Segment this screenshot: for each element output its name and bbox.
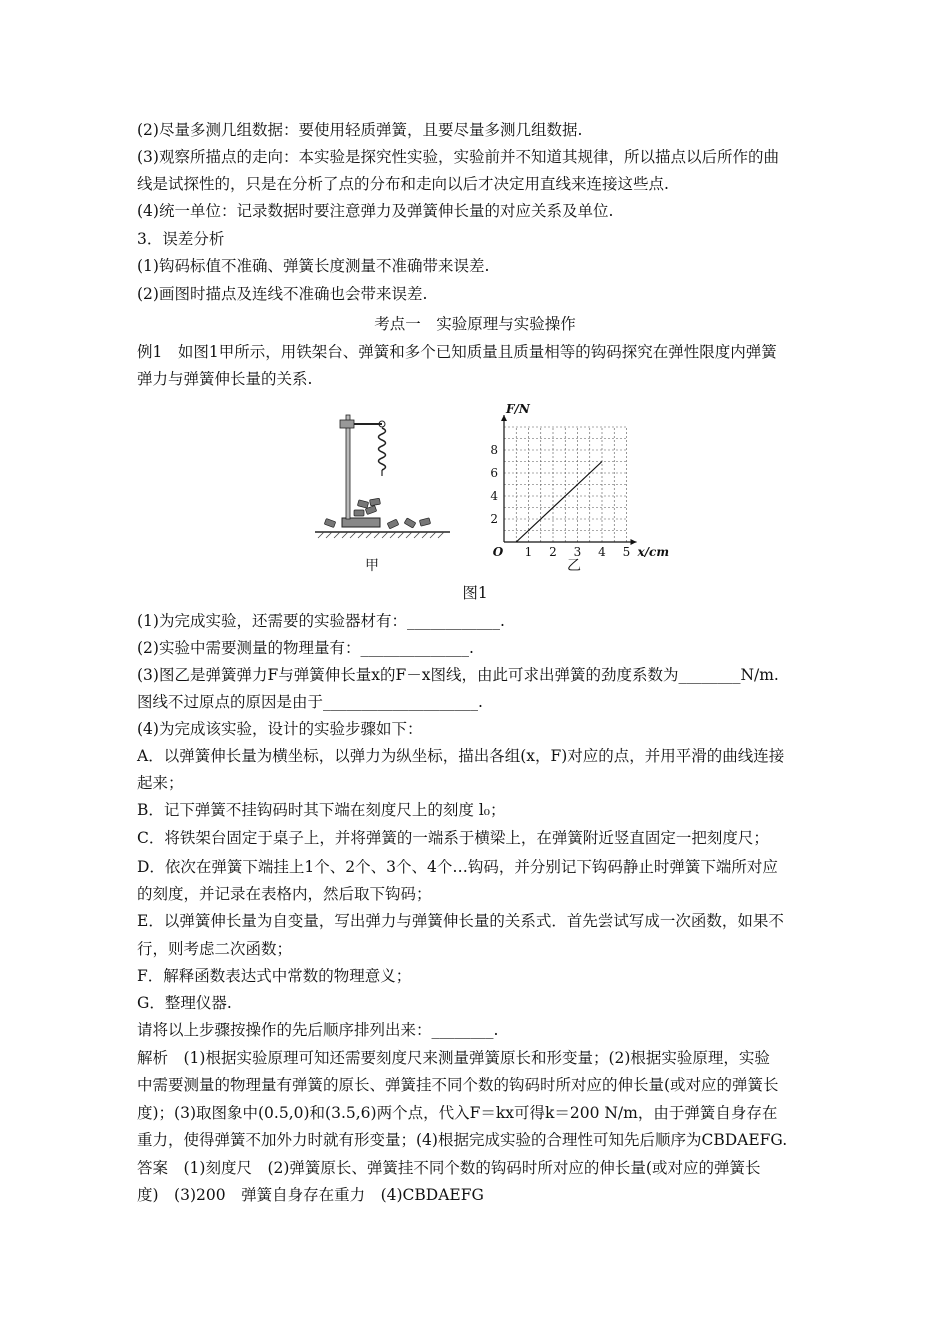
step-line: G．整理仪器. [137, 994, 232, 1012]
x-tick-label: 2 [549, 545, 557, 559]
text-line: (4)统一单位：记录数据时要注意弹力及弹簧伸长量的对应关系及单位. [137, 202, 614, 220]
y-tick-label: 2 [490, 512, 498, 526]
apparatus-illustration [310, 400, 460, 550]
y-tick-label: 6 [490, 466, 498, 480]
question-line: (3)图乙是弹簧弹力F与弹簧伸长量x的F－x图线，由此可求出弹簧的劲度系数为________N/m. [137, 666, 779, 684]
text-line: 弹力与弹簧伸长量的关系. [137, 370, 313, 388]
analysis-line: 解析 (1)根据实验原理可知还需要刻度尺来测量弹簧原长和形变量；(2)根据实验原理，实验 [137, 1049, 770, 1067]
chart-axes [501, 415, 637, 545]
force-extension-chart [478, 402, 678, 562]
x-axis-arrow [631, 539, 637, 545]
question-line: (2)实验中需要测量的物理量有：______________. [137, 639, 474, 657]
text-line: (1)钩码标值不准确、弹簧长度测量不准确带来误差. [137, 257, 490, 275]
step-line: 起来； [137, 774, 184, 792]
text-line: (2)尽量多测几组数据：要使用轻质弹簧，且要尽量多测几组数据. [137, 121, 583, 139]
step-line: E．以弹簧伸长量为自变量，写出弹力与弹簧伸长量的关系式．首先尝试写成一次函数，如果不 [137, 912, 784, 930]
answer-line: 答案 (1)刻度尺 (2)弹簧原长、弹簧挂不同个数的钩码时所对应的伸长量(或对应的弹簧长 [137, 1159, 761, 1177]
question-line: 图线不过原点的原因是由于____________________. [137, 693, 483, 711]
x-tick-label: 4 [598, 545, 606, 559]
chart-grid [504, 427, 627, 542]
x-tick-label: 5 [622, 545, 631, 559]
text-line: (2)画图时描点及连线不准确也会带来误差. [137, 285, 428, 303]
y-tick-label: 4 [490, 489, 498, 503]
y-axis-label: F/N [506, 402, 530, 416]
step-line: C．将铁架台固定于桌子上，并将弹簧的一端系于横梁上，在弹簧附近竖直固定一把刻度尺； [137, 829, 769, 847]
series-line [516, 462, 602, 543]
question-line: 请将以上步骤按操作的先后顺序排列出来：________. [137, 1021, 499, 1039]
step-line: 的刻度，并记录在表格内，然后取下钩码； [137, 885, 432, 903]
analysis-line: 中需要测量的物理量有弹簧的原长、弹簧挂不同个数的钩码时所对应的伸长量(或对应的弹簧长 [137, 1076, 779, 1094]
analysis-line: 重力，使得弹簧不加外力时就有形变量；(4)根据完成实验的合理性可知先后顺序为CBDAEFG. [137, 1131, 788, 1149]
text-line: 线是试探性的，只是在分析了点的分布和走向以后才决定用直线来连接这些点. [137, 175, 669, 193]
step-line: F．解释函数表达式中常数的物理意义； [137, 967, 412, 985]
answer-line: 度) (3)200 弹簧自身存在重力 (4)CBDAEFG [137, 1186, 484, 1204]
section-title: 考点一 实验原理与实验操作 [374, 315, 576, 333]
text-line: 3．误差分析 [137, 230, 225, 248]
step-line: A．以弹簧伸长量为横坐标，以弹力为纵坐标，描出各组(x，F)对应的点，并用平滑的曲线连接 [137, 747, 785, 765]
question-line: (4)为完成该实验，设计的实验步骤如下： [137, 720, 423, 738]
text-line: 例1 如图1甲所示，用铁架台、弹簧和多个已知质量且质量相等的钩码探究在弹性限度内弹簧 [137, 343, 777, 361]
step-line: 行，则考虑二次函数； [137, 940, 293, 958]
origin-label: O [492, 545, 504, 559]
text-line: (3)观察所描点的走向：本实验是探究性实验，实验前并不知道其规律，所以描点以后所作的曲 [137, 148, 779, 166]
chart-ticks [490, 402, 669, 559]
x-tick-label: 1 [524, 545, 533, 559]
step-line: D．依次在弹簧下端挂上1个、2个、3个、4个…钩码，并分别记下钩码静止时弹簧下端所对应 [137, 858, 778, 876]
figure-caption: 图1 [462, 584, 488, 602]
analysis-line: 度)；(3)取图象中(0.5,0)和(3.5,6)两个点，代入F＝kx可得k＝200 N/m，由于弹簧自身存在 [137, 1104, 778, 1122]
figure-label-jia: 甲 [365, 558, 379, 574]
question-line: (1)为完成实验，还需要的实验器材有：____________. [137, 612, 505, 630]
x-axis-label: x/cm [637, 545, 670, 559]
step-line: B．记下弹簧不挂钩码时其下端在刻度尺上的刻度 l₀； [137, 801, 506, 819]
y-tick-label: 8 [490, 443, 498, 457]
x-tick-label: 3 [573, 545, 582, 559]
chart-series [516, 462, 602, 543]
figure-label-yi: 乙 [567, 558, 581, 574]
